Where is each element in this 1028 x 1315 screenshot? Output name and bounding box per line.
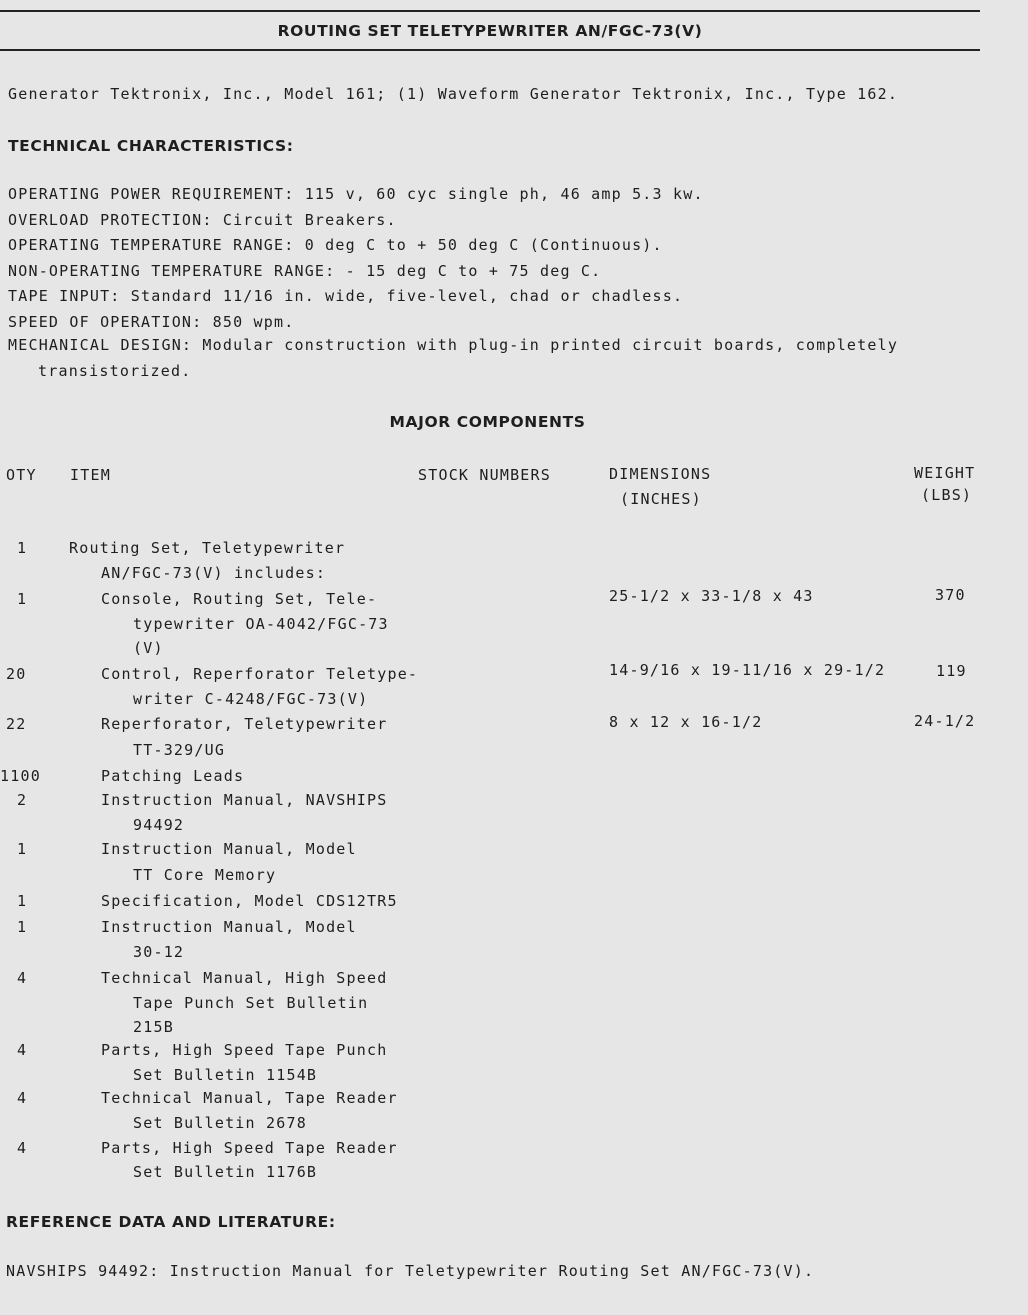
tech-line: MECHANICAL DESIGN: Modular construction with plug-in printed circuit boards, completely (8, 336, 899, 354)
tech-line: transistorized. (38, 362, 192, 380)
row-item-cont: Set Bulletin 2678 (133, 1114, 307, 1132)
row-item: Technical Manual, Tape Reader (101, 1089, 398, 1107)
reference-heading: REFERENCE DATA AND LITERATURE: (6, 1213, 336, 1231)
row-qty: 4 (17, 969, 28, 987)
row-qty: 20 (6, 665, 27, 683)
components-heading: MAJOR COMPONENTS (389, 413, 586, 431)
row-dimensions: 25-1/2 x 33-1/8 x 43 (609, 587, 814, 605)
tech-line: SPEED OF OPERATION: 850 wpm. (8, 313, 295, 331)
row-item-cont: typewriter OA-4042/FGC-73 (133, 615, 389, 633)
row-item-cont: 30-12 (133, 943, 185, 961)
row-item-cont: TT Core Memory (133, 866, 277, 884)
row-qty: 1 (17, 539, 28, 557)
row-qty: 1 (17, 892, 28, 910)
row-weight: 370 (935, 586, 966, 604)
row-qty: 4 (17, 1089, 28, 1107)
top-rule (0, 10, 980, 12)
tech-heading: TECHNICAL CHARACTERISTICS: (8, 137, 294, 155)
row-qty: 1 (17, 918, 28, 936)
row-item-cont: AN/FGC-73(V) includes: (101, 564, 327, 582)
row-dimensions: 8 x 12 x 16-1/2 (609, 713, 763, 731)
row-qty: 1100 (0, 767, 41, 785)
col-weight-units: (LBS) (921, 486, 973, 504)
title-underline (0, 49, 980, 51)
row-qty: 1 (17, 840, 28, 858)
row-weight: 24-1/2 (914, 712, 976, 730)
col-qty-header: OTY (6, 466, 37, 484)
row-qty: 2 (17, 791, 28, 809)
col-stock-header: STOCK NUMBERS (418, 466, 551, 484)
row-qty: 4 (17, 1139, 28, 1157)
row-item: Reperforator, Teletypewriter (101, 715, 388, 733)
row-item-cont: Tape Punch Set Bulletin (133, 994, 369, 1012)
row-item-cont: 215B (133, 1018, 174, 1036)
row-item: Control, Reperforator Teletype- (101, 665, 419, 683)
row-item: Instruction Manual, Model (101, 840, 357, 858)
tech-line: TAPE INPUT: Standard 11/16 in. wide, five-level, chad or chadless. (8, 287, 684, 305)
row-dimensions: 14-9/16 x 19-11/16 x 29-1/2 (609, 661, 886, 679)
row-item: Parts, High Speed Tape Reader (101, 1139, 398, 1157)
row-item: Instruction Manual, NAVSHIPS (101, 791, 388, 809)
row-qty: 1 (17, 590, 28, 608)
row-item-cont: TT-329/UG (133, 741, 226, 759)
row-item-cont: writer C-4248/FGC-73(V) (133, 690, 369, 708)
page-title: ROUTING SET TELETYPEWRITER AN/FGC-73(V) (277, 22, 703, 40)
row-item: Instruction Manual, Model (101, 918, 357, 936)
row-item: Technical Manual, High Speed (101, 969, 388, 987)
row-item: Patching Leads (101, 767, 245, 785)
row-item-cont: Set Bulletin 1154B (133, 1066, 318, 1084)
row-qty: 22 (6, 715, 27, 733)
row-item-cont: 94492 (133, 816, 185, 834)
row-qty: 4 (17, 1041, 28, 1059)
tech-line: NON-OPERATING TEMPERATURE RANGE: - 15 deg C to + 75 deg C. (8, 262, 602, 280)
col-item-header: ITEM (70, 466, 111, 484)
row-item: Parts, High Speed Tape Punch (101, 1041, 388, 1059)
col-dim-header: DIMENSIONS (609, 465, 712, 483)
row-weight: 119 (936, 662, 967, 680)
intro-line: Generator Tektronix, Inc., Model 161; (1) Waveform Generator Tektronix, Inc., Type 162. (8, 85, 899, 103)
reference-line: NAVSHIPS 94492: Instruction Manual for Teletypewriter Routing Set AN/FGC-73(V). (6, 1262, 815, 1280)
row-item-cont: (V) (133, 639, 164, 657)
tech-line: OVERLOAD PROTECTION: Circuit Breakers. (8, 211, 397, 229)
row-item: Specification, Model CDS12TR5 (101, 892, 398, 910)
tech-line: OPERATING TEMPERATURE RANGE: 0 deg C to + 50 deg C (Continuous). (8, 236, 663, 254)
tech-line: OPERATING POWER REQUIREMENT: 115 v, 60 cyc single ph, 46 amp 5.3 kw. (8, 185, 704, 203)
col-weight-header: WEIGHT (914, 464, 976, 482)
row-item: Routing Set, Teletypewriter (69, 539, 346, 557)
row-item: Console, Routing Set, Tele- (101, 590, 378, 608)
row-item-cont: Set Bulletin 1176B (133, 1163, 318, 1181)
col-dim-units: (INCHES) (620, 490, 702, 508)
